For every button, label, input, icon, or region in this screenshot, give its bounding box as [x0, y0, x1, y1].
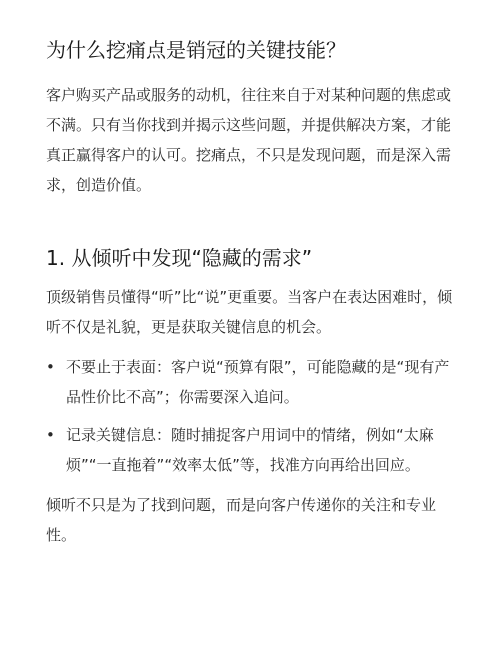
section-1-lead: 顶级销售员懂得“听”比“说”更重要。当客户在表达困难时，倾听不仅是礼貌，更是获取关键信息的机会。	[46, 288, 453, 336]
section-1-title: 1. 从倾听中发现“隐藏的需求”	[46, 246, 313, 270]
bullet-text: 不要止于表面：客户说“预算有限”，可能隐藏的是“现有产品性价比不高”；你需要深入追问。	[66, 358, 450, 406]
bullet-marker: •	[46, 358, 55, 376]
bullet-marker: •	[46, 426, 55, 444]
bullet-text: 记录关键信息：随时捕捉客户用词中的情绪，例如“太麻烦”“一直拖着”“效率太低”等，找准方向再给出回应。	[66, 426, 434, 474]
bullet-item	[46, 352, 454, 412]
section-1-bullet-list	[46, 352, 454, 480]
article-heading: 为什么挖痛点是销冠的关键技能？	[46, 38, 346, 62]
section-spacer	[46, 200, 454, 244]
bullet-item	[46, 420, 454, 480]
section-1-closing: 倾听不只是为了找到问题，而是向客户传递你的关注和专业性。	[46, 496, 437, 544]
intro-paragraph: 客户购买产品或服务的动机，往往来自于对某种问题的焦虑或不满。只有当你找到并揭示这些问题，并提供解决方案，才能真正赢得客户的认可。挖痛点，不只是发现问题，而是深入需求，创造价值。	[46, 86, 452, 194]
